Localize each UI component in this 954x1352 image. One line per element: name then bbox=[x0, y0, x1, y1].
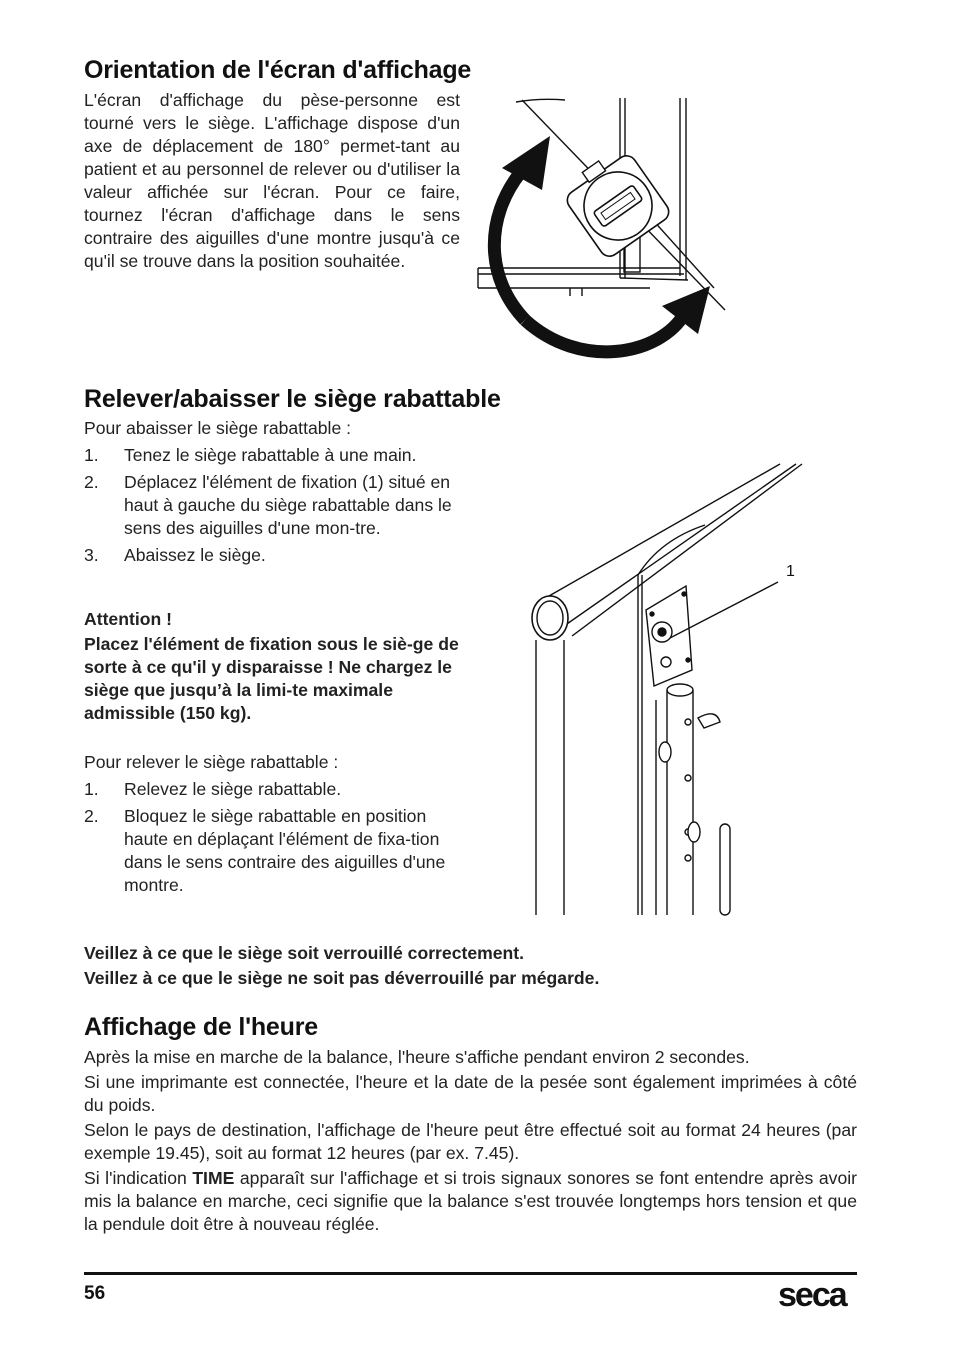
lower-seat-intro: Pour abaisser le siège rabattable : bbox=[84, 418, 351, 438]
list-item: 2. Déplacez l'élément de fixation (1) situé en haut à gauche du siège rabattable dans le sens des aiguilles d'une mon-tre. bbox=[84, 472, 452, 538]
raise-seat-steps bbox=[84, 778, 460, 901]
list-item: 2. Bloquez le siège rabattable en position haute en déplaçant l'élément de fixa-tion dans le sens contraire des aiguilles d'une montre. bbox=[84, 806, 446, 895]
time-display-paragraph-4: Si l'indication TIME apparaît sur l'affichage et si trois signaux sonores se font entendre après avoir mis la balance en marche, ceci signifie que la balance s'est trouvée longtemps hors tension et que la pendule doit être à nouveau réglée. bbox=[84, 1168, 857, 1234]
warning-line-1: Veillez à ce que le siège soit verrouillé correctement. bbox=[84, 943, 525, 963]
section-title-time-display: Affichage de l'heure bbox=[84, 1013, 318, 1041]
time-display-paragraph-1: Après la mise en marche de la balance, l'heure s'affiche pendant environ 2 secondes. bbox=[84, 1047, 750, 1067]
lower-seat-steps bbox=[84, 444, 460, 571]
attention-text: Placez l'élément de fixation sous le siè-ge de sorte à ce qu'il y disparaisse ! Ne chargez le siège que jusqu’à la limi-te maximale admissible (150 kg). bbox=[84, 634, 459, 723]
time-display-paragraph-3: Selon le pays de destination, l'affichage de l'heure peut être effectué soit au format 24 heures (par exemple 19.45), soit au format 12 heures (par ex. 7.45). bbox=[84, 1120, 857, 1163]
list-item: 1. Relevez le siège rabattable. bbox=[84, 779, 342, 799]
brand-logo: seca bbox=[778, 1276, 846, 1314]
footer-rule bbox=[84, 1272, 857, 1275]
display-rotation-illustration bbox=[470, 88, 740, 363]
raise-seat-intro: Pour relever le siège rabattable : bbox=[84, 752, 339, 772]
time-display-paragraph-2: Si une imprimante est connectée, l'heure et la date de la pesée sont également imprimées à côté du poids. bbox=[84, 1072, 857, 1115]
list-item: 1. Tenez le siège rabattable à une main. bbox=[84, 445, 417, 465]
attention-title: Attention ! bbox=[84, 609, 172, 629]
display-orientation-paragraph: L'écran d'affichage du pèse-personne est tourné vers le siège. L'affichage dispose d'un axe de déplacement de 180° permet-tant au patient et au personnel de relever ou d'utiliser la valeur affichée sur l'écran. Pour ce faire, tournez l'écran d'affichage dans le sens contraire des aiguilles d'une montre jusqu'à ce qu'il se trouve dans la position souhaitée. bbox=[84, 90, 460, 271]
time-keyword: TIME bbox=[192, 1168, 235, 1188]
warning-line-2: Veillez à ce que le siège ne soit pas déverrouillé par mégarde. bbox=[84, 968, 600, 988]
seat-fixing-illustration bbox=[520, 460, 810, 918]
section-title-display-orientation: Orientation de l'écran d'affichage bbox=[84, 56, 472, 84]
section-title-folding-seat: Relever/abaisser le siège rabattable bbox=[84, 385, 501, 413]
list-item: 3. Abaissez le siège. bbox=[84, 545, 266, 565]
callout-label-1: 1 bbox=[786, 563, 795, 580]
page-number: 56 bbox=[84, 1283, 106, 1304]
